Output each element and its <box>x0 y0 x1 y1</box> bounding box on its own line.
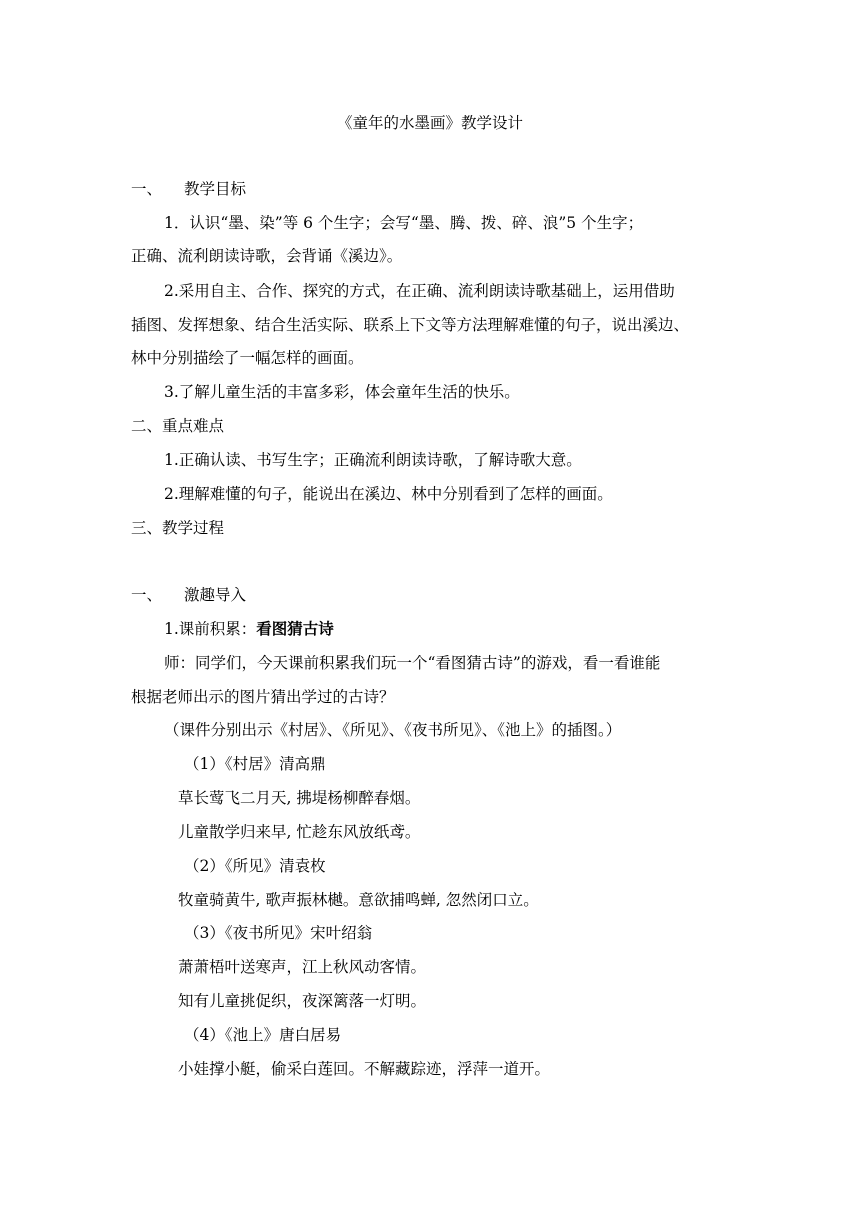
courseware-note: （课件分别出示《村居》、《所见》、《夜书所见》、《池上》的插图。） <box>164 721 622 739</box>
goal3: 3.了解儿童生活的丰富多彩，体会童年生活的快乐。 <box>164 383 520 401</box>
poem2-line1: 牧童骑黄牛, 歌声振林樾。意欲捕鸣蝉, 忽然闭口立。 <box>178 891 539 909</box>
poem3-line1: 萧萧梧叶送寒声，江上秋风动客情。 <box>178 958 427 976</box>
section3-heading: 三、教学过程 <box>131 519 225 537</box>
goal2-line2: 插图、发挥想象、结合生活实际、联系上下文等方法理解难懂的句子，说出溪边、 <box>131 316 690 334</box>
document-title: 《童年的水墨画》教学设计 <box>336 114 523 132</box>
step1 <box>164 619 334 639</box>
poem3-line2: 知有儿童挑促织，夜深篱落一灯明。 <box>178 992 427 1010</box>
step1-prefix: 1.课前积累： <box>164 620 257 638</box>
goal2-line3: 林中分别描绘了一幅怎样的画面。 <box>131 349 364 367</box>
section1-heading: 教学目标 <box>184 180 247 198</box>
goal1-line2: 正确、流利朗读诗歌，会背诵《溪边》。 <box>131 247 403 265</box>
goal1-line1: 1．认识“墨、染”等 6 个生字；会写“墨、腾、拨、碎、浪”5 个生字； <box>164 214 644 232</box>
point2: 2.理解难懂的句子，能说出在溪边、林中分别看到了怎样的画面。 <box>164 485 613 503</box>
poem4-line1: 小娃撑小艇，偷采白莲回。不解藏踪迹，浮萍一道开。 <box>178 1060 551 1078</box>
teacher-line2: 根据老师出示的图片猜出学过的古诗？ <box>131 688 395 706</box>
part1-heading: 激趣导入 <box>184 586 247 604</box>
poem1-header: （1）《村居》清高鼎 <box>184 755 326 773</box>
section1-number: 一、 <box>131 180 163 198</box>
goal2-line1: 2.采用自主、合作、探究的方式，在正确、流利朗读诗歌基础上，运用借助 <box>164 282 675 300</box>
point1: 1.正确认读、书写生字；正确流利朗读诗歌，了解诗歌大意。 <box>164 451 582 469</box>
poem3-header: （3）《夜书所见》宋叶绍翁 <box>184 924 373 942</box>
part1-number: 一、 <box>131 586 163 604</box>
poem2-header: （2）《所见》清袁枚 <box>184 857 326 875</box>
teacher-line1: 师：同学们，今天课前积累我们玩一个“看图猜古诗”的游戏，看一看谁能 <box>164 654 661 672</box>
poem1-line2: 儿童散学归来早, 忙趁东风放纸鸢。 <box>178 823 421 841</box>
step1-bold-title: 看图猜古诗 <box>256 619 334 638</box>
poem1-line1: 草长莺飞二月天, 拂堤杨柳醉春烟。 <box>178 789 421 807</box>
poem4-header: （4）《池上》唐白居易 <box>184 1026 342 1044</box>
section2-heading: 二、重点难点 <box>131 417 225 435</box>
